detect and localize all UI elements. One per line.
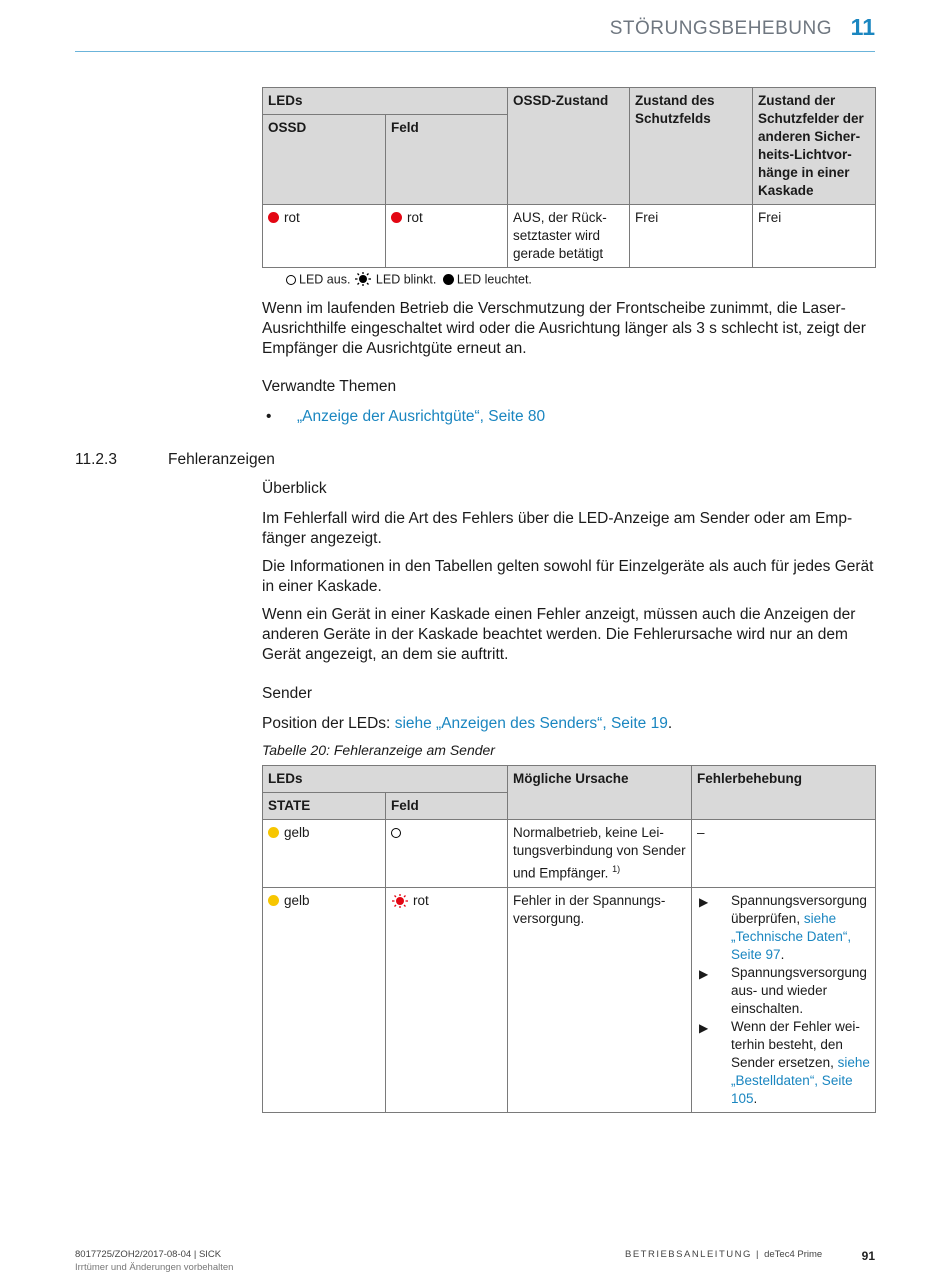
table1-header-ossd-state: OSSD-Zustand xyxy=(508,88,630,205)
legend-on: LED leuchtet. xyxy=(456,272,532,287)
footnote-marker: 1) xyxy=(612,864,621,874)
table-row xyxy=(263,820,876,888)
cell-ossd: rot xyxy=(284,210,300,225)
fix2-text: Spannungsversorgung aus- und wieder einschalten. xyxy=(731,964,867,1016)
row2-cause: Fehler in der Spannungsversorgung. xyxy=(508,887,692,1112)
footer-manual-label: BETRIEBSANLEITUNG | xyxy=(625,1249,765,1260)
row2-fix xyxy=(692,887,876,1112)
yellow-led-icon xyxy=(268,827,279,838)
bullet: • xyxy=(266,408,272,425)
row1-cause xyxy=(508,820,692,888)
led-legend xyxy=(286,272,532,287)
yellow-led-icon xyxy=(268,895,279,906)
table2-header-leds: LEDs xyxy=(263,766,508,793)
chapter-number: 11 xyxy=(850,14,875,40)
list-item xyxy=(697,892,870,964)
list-item xyxy=(697,964,870,1018)
list-item xyxy=(697,1018,870,1108)
row2-feld: rot xyxy=(413,892,429,908)
table1-header-others: Zustand der Schutzfelder der anderen Sicherheits-Lichtvorhänge in einer Kaskade xyxy=(753,88,876,205)
page-number: 91 xyxy=(861,1249,875,1263)
led-position-prefix: Position der LEDs: xyxy=(262,715,395,732)
led-on-icon xyxy=(443,274,454,285)
table-row xyxy=(263,205,876,268)
red-led-blink-icon xyxy=(391,894,409,908)
legend-blink: LED blinkt. xyxy=(375,272,437,287)
section-title: Fehleranzeigen xyxy=(168,451,275,468)
fix1-text: Spannungsversorgung überprüfen, xyxy=(731,892,867,926)
red-led-icon xyxy=(268,212,279,223)
overview-paragraph-1: Im Fehlerfall wird die Art des Fehlers über die LED-Anzeige am Sender oder am Empfänger angezeigt. xyxy=(262,510,853,547)
fix-steps xyxy=(697,892,870,1108)
table-row xyxy=(263,887,876,1112)
table1-header-protect: Zustand des Schutzfelds xyxy=(630,88,753,205)
arrow-right-icon: ▶ xyxy=(699,966,709,981)
related-link[interactable]: „Anzeige der Ausrichtgüte“, Seite 80 xyxy=(297,408,546,425)
footer-product: deTec4 Prime xyxy=(764,1249,823,1260)
table-caption: Tabelle 20: Fehleranzeige am Sender xyxy=(262,742,495,758)
led-position-link[interactable]: siehe „Anzeigen des Senders“, Seite 19 xyxy=(394,715,668,732)
arrow-right-icon: ▶ xyxy=(699,894,709,909)
fix3-text: Wenn der Fehler weiterhin besteht, den Sender ersetzen, xyxy=(731,1018,860,1070)
table2-header-feld: Feld xyxy=(386,793,508,820)
table2-header-cause: Mögliche Ursache xyxy=(508,766,692,820)
red-led-icon xyxy=(391,212,402,223)
order-data-link[interactable]: siehe „Bestelldaten“, Seite 105 xyxy=(731,1054,870,1106)
header-divider xyxy=(75,51,875,52)
footer-doc-id: 8017725/ZOH2/2017-08-04 | SICK xyxy=(75,1249,222,1260)
chapter-title: STÖRUNGSBEHEBUNG xyxy=(609,18,832,39)
table1-header-feld: Feld xyxy=(386,115,508,205)
sender-error-table xyxy=(262,765,876,1113)
led-off-icon xyxy=(391,828,401,838)
row1-cause-text: Normalbetrieb, keine Leitungsverbindung von Sender und Empfänger. xyxy=(513,825,686,881)
led-state-table xyxy=(262,87,876,268)
fix1-end: . xyxy=(780,946,785,962)
table1-header-ossd: OSSD xyxy=(263,115,386,205)
table2-header-fix: Fehlerbehebung xyxy=(692,766,876,820)
overview-paragraph-3: Wenn ein Gerät in einer Kaskade einen Fehler anzeigt, müssen auch die Anzeigen der anderen Geräte in der Kaskade beachtet werden. Die Fehlerursache wird nur an dem Gerät angezeigt, an dem sie auftritt. xyxy=(262,606,856,663)
overview-title: Überblick xyxy=(262,480,327,497)
cell-others: Frei xyxy=(753,205,876,268)
footer-manual xyxy=(625,1249,822,1260)
row1-fix: – xyxy=(692,820,876,888)
arrow-right-icon: ▶ xyxy=(699,1020,709,1035)
legend-off: LED aus. xyxy=(299,272,351,287)
cell-protect: Frei xyxy=(630,205,753,268)
row1-state: gelb xyxy=(284,825,310,840)
row2-state: gelb xyxy=(284,892,310,908)
led-blink-icon xyxy=(354,272,372,286)
led-off-icon xyxy=(286,275,296,285)
table1-header-leds: LEDs xyxy=(263,88,508,115)
technical-data-link[interactable]: siehe „Technische Daten“, Seite 97 xyxy=(731,910,852,962)
paragraph-alignment: Wenn im laufenden Betrieb die Verschmutzung der Frontscheibe zunimmt, die Laser-Ausrichthilfe eingeschaltet wird oder die Ausrichtung länger als 3 s schlecht ist, zeigt der Empfänger die Ausrichtgüte erneut an. xyxy=(262,300,866,357)
overview-paragraph-2: Die Informationen in den Tabellen gelten sowohl für Einzelgeräte als auch für jedes Gerät in einer Kaskade. xyxy=(262,558,874,595)
table2-header-state: STATE xyxy=(263,793,386,820)
sender-title: Sender xyxy=(262,685,312,702)
section-number: 11.2.3 xyxy=(75,451,117,468)
led-position-text xyxy=(262,714,874,734)
related-topics-title: Verwandte Themen xyxy=(262,378,397,395)
fix3-end: . xyxy=(753,1090,758,1106)
cell-feld: rot xyxy=(407,210,423,225)
footer-notice: Irrtümer und Änderungen vorbehalten xyxy=(75,1262,234,1273)
cell-ossd-state: AUS, der Rücksetztaster wird gerade betätigt xyxy=(508,205,630,268)
led-position-suffix: . xyxy=(667,715,673,732)
